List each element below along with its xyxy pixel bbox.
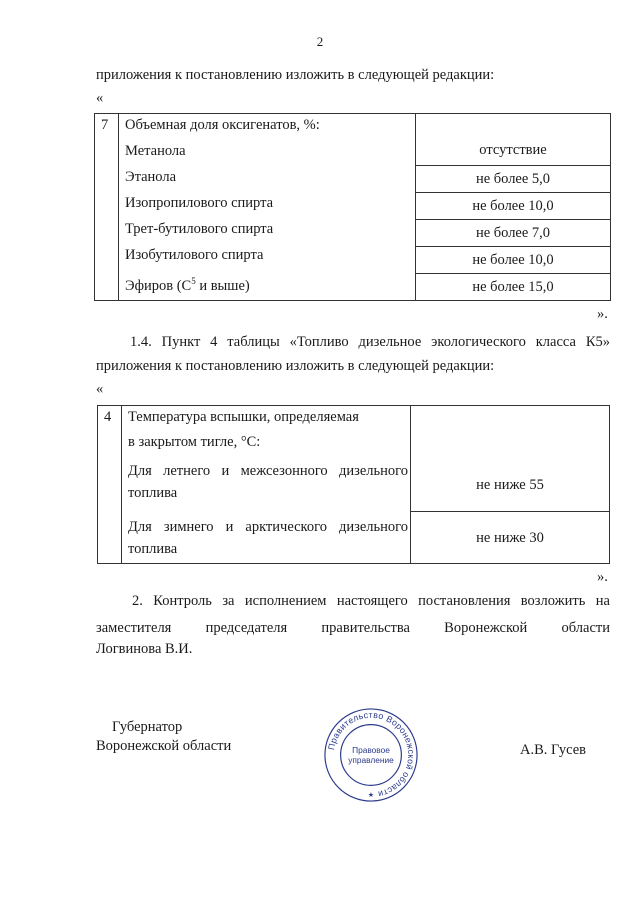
intro-line: приложения к постановлению изложить в следующей редакции:: [96, 67, 495, 83]
table2-row-number: 4: [98, 406, 122, 564]
table1-value-tert-butyl: не более 7,0: [416, 220, 611, 247]
table1-name-ethanol: Этанола: [125, 169, 177, 185]
table1-names-cell: [119, 114, 416, 301]
section-2-line1: 2. Контроль за исполнением настоящего постановления возложить на: [132, 593, 610, 609]
table1-name-methanol: Метанола: [125, 143, 186, 159]
table1-ethers-suffix: и выше): [195, 277, 250, 294]
table2-value-winter: не ниже 30: [411, 512, 610, 564]
table1-name-isobutyl: Изобутилового спирта: [125, 247, 264, 263]
table2-winter-line1: Для зимнего и арктического дизельного: [128, 519, 408, 536]
table2-value-summer: не ниже 55: [411, 406, 610, 512]
table2-winter-cell: [122, 512, 411, 564]
table2-summer-cell: [122, 460, 411, 512]
open-quote-1: «: [96, 90, 104, 106]
table1-value-ethanol: не более 5,0: [416, 166, 611, 193]
table2-summer-line1: Для летнего и межсезонного дизельного: [128, 462, 408, 479]
oxygenates-table: [94, 113, 611, 301]
table1-value-methanol: отсутствие: [416, 114, 611, 166]
table2-title-line2: в закрытом тигле, °С:: [128, 434, 261, 450]
table1-value-ethers: не более 15,0: [416, 274, 611, 301]
open-quote-2: «: [96, 381, 104, 397]
section-2-line2: заместителя председателя правительства Воронежской области: [96, 620, 610, 636]
signer-position-line1: Губернатор: [112, 719, 183, 735]
table2-summer-line2: топлива: [128, 484, 178, 501]
stamp-center-line1: Правовое: [352, 745, 390, 756]
section-2-line3: Логвинова В.И.: [96, 641, 193, 657]
table1-row-number: 7: [95, 114, 119, 301]
stamp-star-icon: ★: [367, 791, 375, 800]
stamp-center-line2: управление: [348, 754, 394, 765]
table1-title: Объемная доля оксигенатов, %:: [125, 117, 320, 133]
stamp-ring-text: Правительство Воронежской области: [326, 709, 417, 800]
table2-title-cell: [122, 406, 411, 460]
table1-value-isobutyl: не более 10,0: [416, 247, 611, 274]
table1-value-isopropyl: не более 10,0: [416, 193, 611, 220]
table1-name-ethers: [125, 272, 415, 292]
close-quote-1: ».: [597, 306, 608, 322]
signer-position-line2: Воронежской области: [96, 738, 232, 754]
signer-name: А.В. Гусев: [520, 742, 586, 758]
table2-title-line1: Температура вспышки, определяемая: [128, 409, 359, 425]
table1-ethers-sup: 5: [191, 276, 196, 286]
table2-winter-line2: топлива: [128, 541, 178, 558]
flash-point-table: [97, 405, 610, 564]
section-1-4-line2: приложения к постановлению изложить в следующей редакции:: [96, 358, 495, 374]
table1-ethers-prefix: Эфиров (С: [125, 277, 192, 294]
close-quote-2: ».: [597, 569, 608, 585]
table1-name-tert-butyl: Трет-бутилового спирта: [125, 221, 274, 237]
section-1-4-line1: 1.4. Пункт 4 таблицы «Топливо дизельное экологического класса К5»: [130, 334, 610, 350]
page-number: 2: [316, 34, 324, 49]
seal-stamp: [322, 706, 420, 804]
table1-name-isopropyl: Изопропилового спирта: [125, 195, 274, 211]
